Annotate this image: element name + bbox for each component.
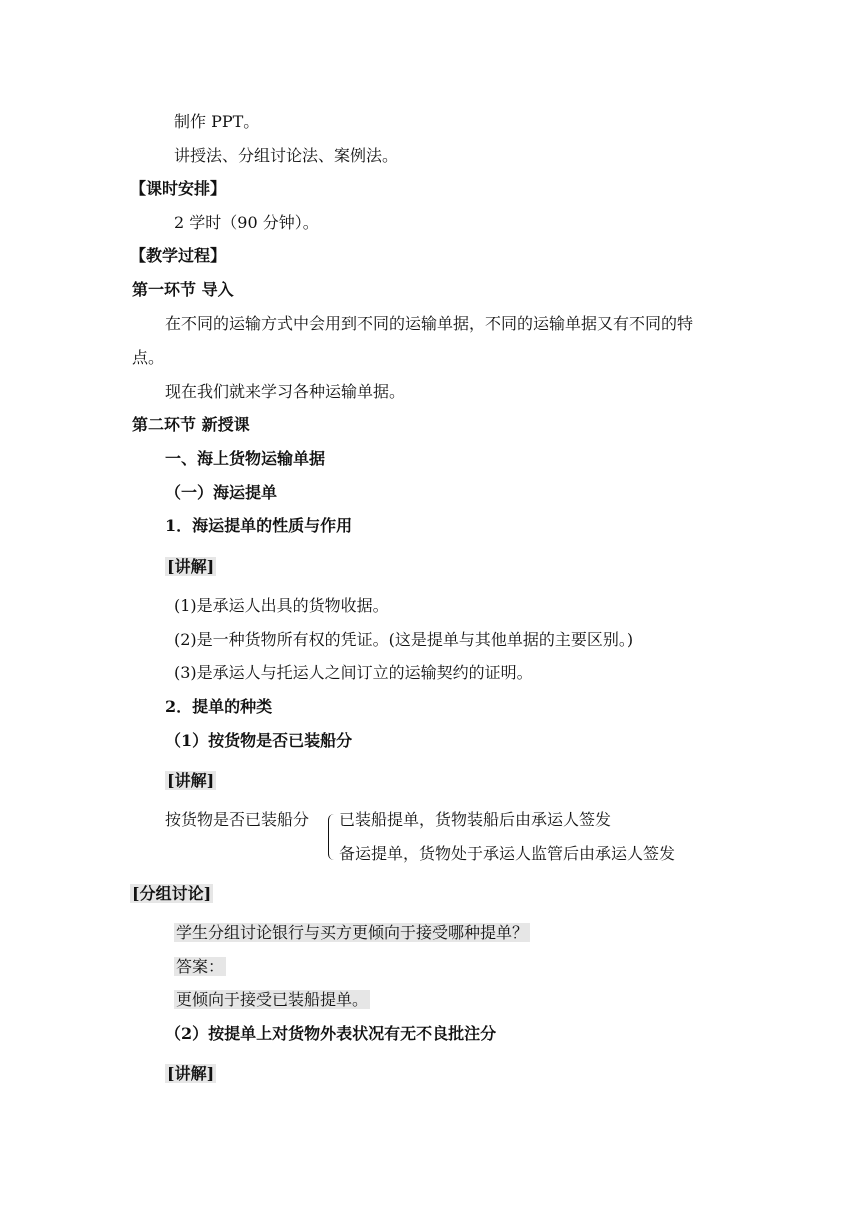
discussion-text: 答案： <box>176 957 225 976</box>
paragraph: 在不同的运输方式中会用到不同的运输单据，不同的运输单据又有不同的特 <box>165 314 694 333</box>
label <box>130 883 213 905</box>
label <box>165 770 216 792</box>
section-heading: （2）按提单上对货物外表状况有无不良批注分 <box>165 1024 497 1043</box>
paragraph: 2 学时（90 分钟）。 <box>174 213 319 232</box>
section-heading: 第二环节 新授课 <box>132 415 250 434</box>
list-item: (1)是承运人出具的货物收据。 <box>174 596 389 615</box>
label-text: [讲解] <box>167 1064 215 1083</box>
paragraph: 点。 <box>132 348 165 367</box>
brace-item: 备运提单，货物处于承运人监管后由承运人签发 <box>339 844 676 863</box>
section-heading: 第一环节 导入 <box>132 280 234 299</box>
label-text: [分组讨论] <box>132 884 212 903</box>
label <box>165 556 216 578</box>
section-heading: 【课时安排】 <box>130 179 227 198</box>
list-item: (3)是承运人与托运人之间订立的运输契约的证明。 <box>174 663 533 682</box>
section-heading: （1）按货物是否已装船分 <box>165 731 353 750</box>
section-heading: 一、海上货物运输单据 <box>165 449 326 468</box>
section-heading: 【教学过程】 <box>130 246 227 265</box>
brace-label: 按货物是否已装船分 <box>165 810 310 829</box>
paragraph: 现在我们就来学习各种运输单据。 <box>165 382 406 401</box>
paragraph: 讲授法、分组讨论法、案例法。 <box>174 146 399 165</box>
brace-item: 已装船提单，货物装船后由承运人签发 <box>339 810 612 829</box>
label-text: [讲解] <box>167 771 215 790</box>
paragraph: 制作 PPT。 <box>174 112 260 131</box>
section-heading: 2．提单的种类 <box>165 697 273 716</box>
list-item: (2)是一种货物所有权的凭证。(这是提单与其他单据的主要区别。) <box>174 630 634 649</box>
section-heading: 1．海运提单的性质与作用 <box>165 516 353 535</box>
label-text: [讲解] <box>167 557 215 576</box>
label <box>165 1063 216 1085</box>
brace-icon <box>328 814 339 860</box>
discussion-text: 更倾向于接受已装船提单。 <box>176 990 369 1009</box>
section-heading: （一）海运提单 <box>165 483 278 502</box>
discussion-text: 学生分组讨论银行与买方更倾向于接受哪种提单？ <box>176 923 529 942</box>
